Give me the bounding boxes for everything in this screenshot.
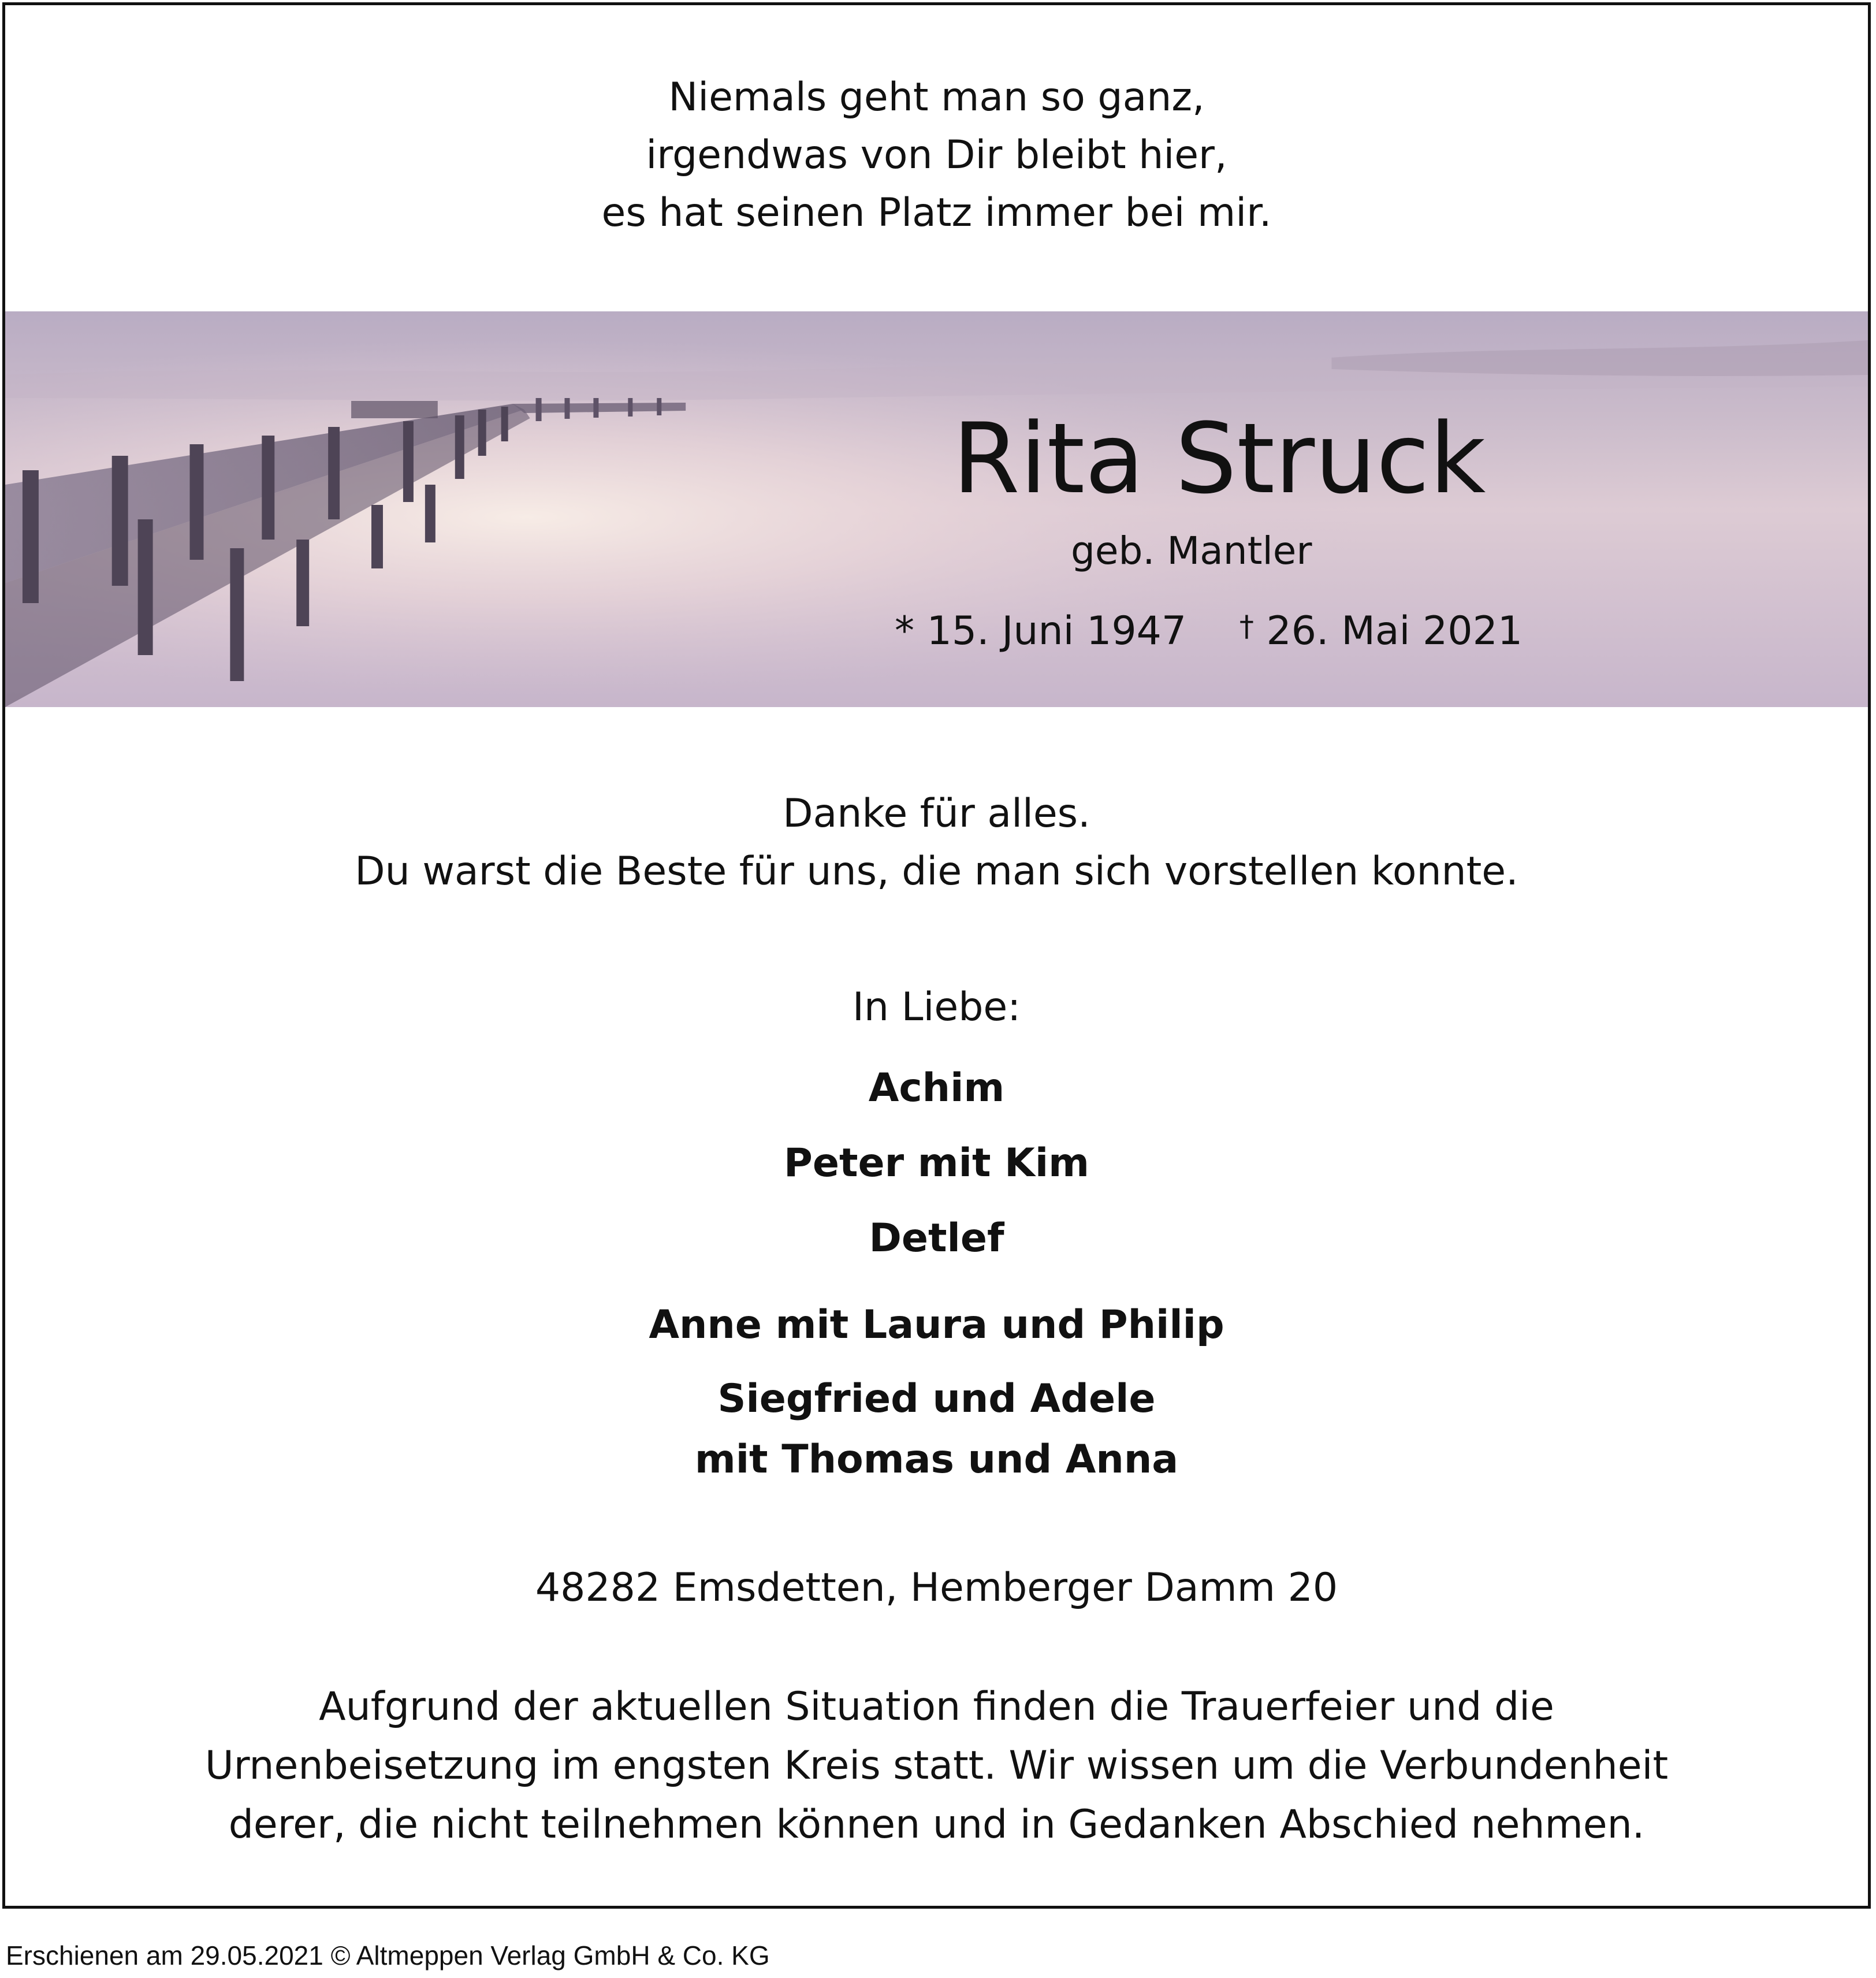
thanks-message	[5, 785, 1868, 901]
banner	[5, 311, 1868, 707]
mourner-name: Peter mit Kim	[784, 1140, 1089, 1186]
thanks-line-1: Danke für alles.	[783, 791, 1090, 836]
thanks-line-2: Du warst die Beste für uns, die man sich vorstellen konnte.	[355, 849, 1518, 894]
in-love-label: In Liebe:	[852, 984, 1021, 1030]
address: 48282 Emsdetten, Hemberger Damm 20	[535, 1565, 1338, 1611]
mourner-name: Anne mit Laura und Philip	[649, 1302, 1224, 1348]
death-date-group	[1240, 608, 1523, 654]
notice-line-1: Aufgrund der aktuellen Situation finden die Trauerfeier und die	[319, 1684, 1554, 1730]
obituary-frame	[2, 2, 1871, 1909]
spacer	[5, 1276, 1868, 1288]
poem-line-2: irgendwas von Dir bleibt hier,	[646, 132, 1227, 178]
death-date: 26. Mai 2021	[1266, 608, 1523, 654]
mourner-name: mit Thomas und Anna	[694, 1437, 1179, 1482]
ceremony-notice	[5, 1678, 1868, 1854]
publication-footer: Erschienen am 29.05.2021 © Altmeppen Verlag GmbH & Co. KG	[6, 1940, 770, 1970]
maiden-name: geb. Mantler	[1071, 529, 1312, 573]
poem-line-1: Niemals geht man so ganz,	[668, 75, 1205, 120]
poem-line-3: es hat seinen Platz immer bei mir.	[601, 190, 1272, 236]
life-dates	[895, 600, 1523, 657]
notice-line-3: derer, die nicht teilnehmen können und in Gedanken Abschied nehmen.	[228, 1802, 1645, 1847]
mourner-name: Achim	[868, 1065, 1005, 1111]
poem	[5, 69, 1868, 242]
notice-line-2: Urnenbeisetzung im engsten Kreis statt. Wir wissen um die Verbundenheit	[204, 1743, 1669, 1789]
mourners-list	[5, 1051, 1868, 1490]
mourner-name: Detlef	[869, 1215, 1004, 1261]
deceased-name: Rita Struck	[952, 402, 1486, 515]
cross-icon: †	[1239, 609, 1254, 643]
birth-date: * 15. Juni 1947	[895, 608, 1187, 654]
mourner-name: Siegfried und Adele	[717, 1376, 1156, 1422]
